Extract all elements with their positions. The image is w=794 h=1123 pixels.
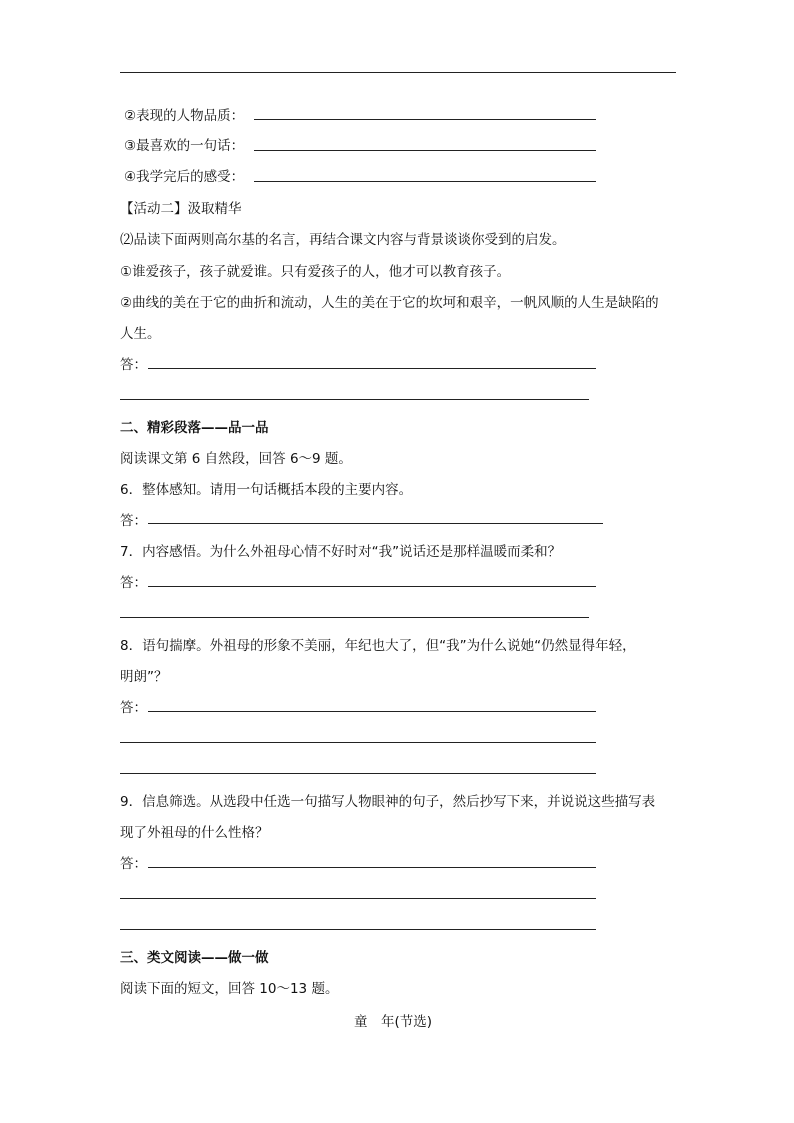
q3-answer-line[interactable]	[254, 150, 596, 151]
q9-answer-line-3[interactable]	[120, 929, 596, 930]
quote-2-line-2: 人生。	[120, 326, 161, 342]
q3-favorite-label: ③最喜欢的一句话：	[124, 138, 245, 154]
answer-label: 答：	[120, 513, 147, 529]
q8-answer-line-3[interactable]	[120, 773, 596, 774]
section2-intro: 阅读课文第 6 自然段，回答 6～9 题。	[120, 451, 352, 467]
question-6: 6．整体感知。请用一句话概括本段的主要内容。	[120, 482, 413, 498]
question-9-line-2: 现了外祖母的什么性格？	[120, 825, 269, 841]
activity2-answer-line-2[interactable]	[120, 399, 589, 400]
quote-1: ①谁爱孩子，孩子就爱谁。只有爱孩子的人，他才可以教育孩子。	[120, 264, 511, 280]
q6-answer-line[interactable]	[148, 523, 603, 524]
section3-intro: 阅读下面的短文，回答 10～13 题。	[120, 981, 339, 997]
q7-answer-line-1[interactable]	[148, 586, 596, 587]
q7-answer-line-2[interactable]	[120, 617, 589, 618]
answer-label: 答：	[120, 357, 147, 373]
header-rule	[120, 72, 676, 73]
q4-feeling-label: ④我学完后的感受：	[124, 169, 245, 185]
answer-label: 答：	[120, 856, 147, 872]
answer-label: 答：	[120, 575, 147, 591]
answer-label: 答：	[120, 700, 147, 716]
section3-title: 三、类文阅读——做一做	[120, 950, 269, 966]
activity2-answer-line-1[interactable]	[148, 368, 596, 369]
q9-answer-line-2[interactable]	[120, 898, 596, 899]
q2-answer-line[interactable]	[254, 119, 596, 120]
q8-answer-line-1[interactable]	[148, 711, 596, 712]
quote-2-line-1: ②曲线的美在于它的曲折和流动，人生的美在于它的坎坷和艰辛，一帆风顺的人生是缺陷的	[120, 295, 659, 311]
question-8-line-1: 8．语句揣摩。外祖母的形象不美丽，年纪也大了，但“我”为什么说她“仍然显得年轻，	[120, 638, 636, 654]
passage-title: 童 年(节选)	[354, 1014, 433, 1030]
question-7: 7．内容感悟。为什么外祖母心情不好时对“我”说话还是那样温暖而柔和？	[120, 544, 562, 560]
question-8-line-2: 明朗”？	[120, 669, 168, 685]
q9-answer-line-1[interactable]	[148, 867, 596, 868]
q2-quality-label: ②表现的人物品质：	[124, 108, 245, 124]
question-9-line-1: 9．信息筛选。从选段中任选一句描写人物眼神的句子，然后抄写下来，并说说这些描写表	[120, 794, 656, 810]
q8-answer-line-2[interactable]	[120, 742, 596, 743]
activity2-title: 【活动二】汲取精华	[120, 201, 242, 217]
q4-answer-line[interactable]	[254, 181, 596, 182]
section2-title: 二、精彩段落——品一品	[120, 420, 269, 436]
activity2-prompt: ⑵品读下面两则高尔基的名言，再结合课文内容与背景谈谈你受到的启发。	[120, 232, 566, 248]
